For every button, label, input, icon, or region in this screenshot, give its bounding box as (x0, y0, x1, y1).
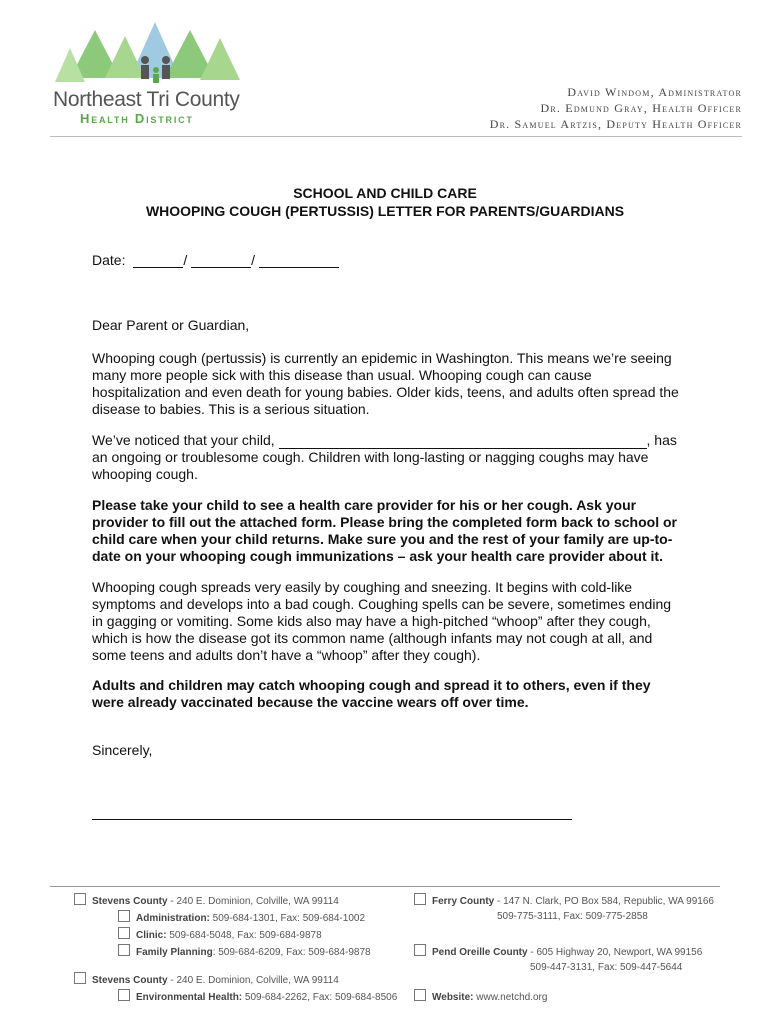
date-sep-1: / (183, 252, 188, 268)
staff-list (490, 84, 742, 132)
header-divider (50, 136, 742, 137)
signature-line[interactable] (92, 819, 572, 820)
checkbox-icon[interactable] (118, 927, 130, 939)
paragraph-1: Whooping cough (pertussis) is currently an epidemic in Washington. This means we’re seeing many more people sick with this disease than usual. Whooping cough can cause hospitalization and even death for young babies. Older kids, teens, and adults often spread the disease to babies. This is a serious situation. (92, 350, 679, 417)
checkbox-icon[interactable] (118, 910, 130, 922)
footer-environmental-health (118, 989, 397, 1005)
environmental-health-label: Environmental Health: (136, 992, 243, 1003)
org-subtitle: Health District (80, 111, 194, 126)
checkbox-icon[interactable] (74, 893, 86, 905)
administration-label: Administration: (136, 913, 210, 924)
closing: Sincerely, (92, 742, 153, 758)
pend-oreille-county-phone: 509-447-3131, Fax: 509-447-5644 (530, 962, 683, 973)
date-line (92, 252, 339, 268)
footer-divider (50, 886, 720, 887)
environmental-health-phone: 509-684-2262, Fax: 509-684-8506 (242, 992, 398, 1003)
date-year-field[interactable] (259, 253, 339, 268)
stevens-county-address-2: - 240 E. Dominion, Colville, WA 99114 (167, 975, 339, 986)
checkbox-icon[interactable] (118, 944, 130, 956)
org-name: Northeast Tri County (53, 88, 240, 111)
stevens-county-label-2: Stevens County (92, 975, 168, 986)
stevens-county-address: - 240 E. Dominion, Colville, WA 99114 (167, 896, 339, 907)
checkbox-icon[interactable] (414, 989, 426, 1001)
title-line-1: SCHOOL AND CHILD CARE (293, 185, 477, 201)
family-planning-label: Family Planning (136, 947, 213, 958)
clinic-label: Clinic: (136, 930, 167, 941)
letter-title (0, 184, 770, 220)
website-label: Website: (432, 992, 474, 1003)
footer-website (414, 989, 547, 1005)
clinic-phone: 509-684-5048, Fax: 509-684-9878 (166, 930, 322, 941)
title-line-2: WHOOPING COUGH (PERTUSSIS) LETTER FOR PARENTS/GUARDIANS (145, 203, 625, 219)
footer-stevens-county-2 (74, 972, 339, 988)
website-url[interactable]: www.netchd.org (473, 992, 548, 1003)
checkbox-icon[interactable] (414, 893, 426, 905)
staff-administrator: David Windom, Administrator (567, 85, 742, 99)
ferry-county-phone: 509-775-3111, Fax: 509-775-2858 (497, 911, 648, 922)
date-month-field[interactable] (133, 253, 183, 268)
paragraph-2-start: We’ve noticed that your child, (92, 432, 279, 448)
ferry-county-label: Ferry County (432, 896, 495, 907)
staff-deputy-health-officer: Dr. Samuel Artzis, Deputy Health Officer (489, 117, 742, 131)
stevens-county-label: Stevens County (92, 896, 168, 907)
child-name-field[interactable] (279, 434, 647, 449)
date-day-field[interactable] (191, 253, 251, 268)
footer-ferry-county (414, 893, 714, 909)
footer-family-planning (118, 944, 371, 960)
date-sep-2: / (251, 252, 256, 268)
paragraph-5: Adults and children may catch whooping cough and spread it to others, even if they were already vaccinated because the vaccine wears off over time. (92, 677, 651, 710)
footer-pend-oreille-county (414, 944, 702, 960)
paragraph-3: Please take your child to see a health care provider for his or her cough. Ask your provider to fill out the attached form. Please bring the completed form back to school or child care when your child returns. Make sure you and the rest of your family are up-to-date on your whooping cough immunizations – ask your health care provider about it. (92, 497, 677, 564)
footer-administration (118, 910, 365, 926)
ferry-county-address: - 147 N. Clark, PO Box 584, Republic, WA 99166 (494, 896, 714, 907)
family-planning-phone: : 509-684-6209, Fax: 509-684-9878 (212, 947, 371, 958)
checkbox-icon[interactable] (414, 944, 426, 956)
administration-phone: 509-684-1301, Fax: 509-684-1002 (209, 913, 366, 924)
footer-clinic (118, 927, 322, 943)
pend-oreille-county-address: - 605 Highway 20, Newport, WA 99156 (527, 947, 703, 958)
salutation: Dear Parent or Guardian, (92, 317, 250, 333)
paragraph-2-end: , has an ongoing or troublesome cough. Children with long-lasting or nagging coughs may have whooping cough. (92, 432, 677, 482)
date-label: Date: (92, 252, 126, 268)
paragraph-4: Whooping cough spreads very easily by coughing and sneezing. It begins with cold-like symptoms and develops into a bad cough. Coughing spells can be severe, sometimes ending in gagging or vomiting. Some kids also may have a high-pitched “whoop” after they cough, which is how the disease got its common name (although infants may not cough at all, and some teens and adults don’t have a “whoop” after they cough). (92, 579, 672, 663)
checkbox-icon[interactable] (74, 972, 86, 984)
staff-health-officer: Dr. Edmund Gray, Health Officer (540, 101, 742, 115)
paragraph-2 (92, 432, 682, 483)
pend-oreille-county-label: Pend Oreille County (432, 947, 528, 958)
footer-stevens-county-1 (74, 893, 339, 909)
checkbox-icon[interactable] (118, 989, 130, 1001)
